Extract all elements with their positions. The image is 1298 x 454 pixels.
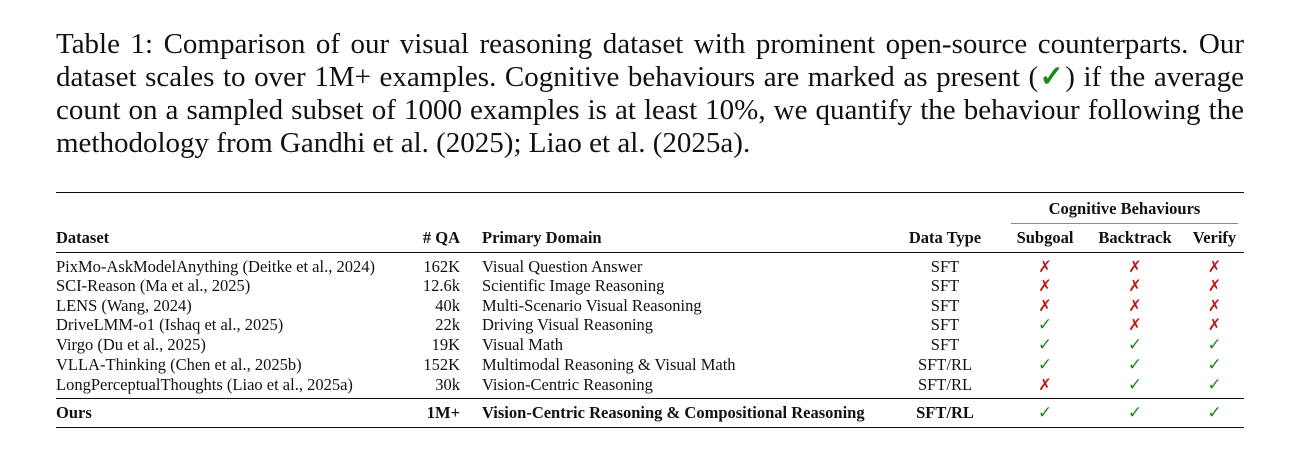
domain-cell: Scientific Image Reasoning xyxy=(482,276,665,296)
backtrack-cell xyxy=(1085,315,1185,335)
table-body xyxy=(56,253,1244,428)
domain-cell: Visual Question Answer xyxy=(482,257,643,277)
col-verify: Verify xyxy=(1185,224,1244,253)
table-row xyxy=(56,315,1244,335)
table-row xyxy=(56,253,1244,277)
dataset-cell: LENS (Wang, 2024) xyxy=(56,295,192,315)
col-data-type: Data Type xyxy=(885,224,1005,253)
subgoal-mark: ✓ xyxy=(1037,314,1053,335)
group-header-row xyxy=(56,193,1244,225)
column-header-row xyxy=(56,224,1244,253)
subgoal-mark: ✓ xyxy=(1037,334,1053,355)
verify-cell xyxy=(1185,355,1244,375)
ours-type: SFT/RL xyxy=(885,398,1005,427)
backtrack-mark: ✗ xyxy=(1128,257,1142,277)
backtrack-cell xyxy=(1085,276,1185,295)
table-row xyxy=(56,335,1244,355)
backtrack-cell xyxy=(1085,253,1185,277)
domain-cell: Multi-Scenario Visual Reasoning xyxy=(482,295,702,315)
ours-backtrack xyxy=(1085,398,1185,427)
subgoal-cell xyxy=(1005,276,1085,295)
col-subgoal: Subgoal xyxy=(1005,224,1085,253)
cognitive-behaviours-header: Cognitive Behaviours xyxy=(1011,199,1238,224)
type-cell: SFT xyxy=(930,257,960,277)
ours-verify xyxy=(1185,398,1244,427)
backtrack-cell xyxy=(1085,355,1185,375)
backtrack-mark: ✗ xyxy=(1128,276,1142,296)
subgoal-cell xyxy=(1005,315,1085,335)
type-cell: SFT xyxy=(930,276,960,296)
table-row xyxy=(56,296,1244,315)
backtrack-mark: ✓ xyxy=(1127,334,1143,355)
type-cell: SFT xyxy=(930,295,960,315)
domain-cell: Driving Visual Reasoning xyxy=(482,315,654,335)
ours-dataset: Ours xyxy=(56,398,412,427)
dataset-cell: DriveLMM-o1 (Ishaq et al., 2025) xyxy=(56,315,284,335)
backtrack-mark: ✓ xyxy=(1127,374,1143,395)
verify-mark: ✓ xyxy=(1207,334,1222,355)
verify-mark: ✓ xyxy=(1207,374,1222,395)
subgoal-mark: ✓ xyxy=(1037,354,1053,375)
backtrack-mark: ✗ xyxy=(1128,295,1142,315)
ours-subgoal xyxy=(1005,398,1085,427)
subgoal-cell xyxy=(1005,375,1085,399)
dataset-cell: LongPerceptualThoughts (Liao et al., 2025a) xyxy=(56,375,353,395)
verify-mark: ✗ xyxy=(1207,315,1222,335)
verify-cell xyxy=(1185,315,1244,335)
subgoal-cell xyxy=(1005,355,1085,375)
backtrack-mark: ✗ xyxy=(1128,315,1142,335)
verify-mark: ✗ xyxy=(1207,295,1222,315)
caption-text-2: ) if the average count on a sampled subset of 1000 examples is at least 10%, we quantify the behaviour following the methodology from Gandhi et al. (2025); Liao et al. (2025a). xyxy=(56,61,1244,159)
comparison-table xyxy=(56,192,1244,428)
domain-cell: Visual Math xyxy=(482,335,564,355)
subgoal-cell xyxy=(1005,296,1085,315)
dataset-cell: PixMo-AskModelAnything (Deitke et al., 2024) xyxy=(56,257,375,277)
subgoal-mark: ✗ xyxy=(1038,276,1052,296)
backtrack-cell xyxy=(1085,375,1185,399)
dataset-cell: SCI-Reason (Ma et al., 2025) xyxy=(56,276,251,296)
table-caption xyxy=(56,28,1244,160)
caption-text-1: Table 1: Comparison of our visual reasoning dataset with prominent open-source counterparts. Our dataset scales to over 1M+ examples. Cognitive behaviours are marked as present ( xyxy=(56,28,1244,93)
ours-subgoal-mark: ✓ xyxy=(1037,402,1053,423)
qa-cell: 152K xyxy=(423,355,460,375)
verify-cell xyxy=(1185,253,1244,277)
verify-mark: ✗ xyxy=(1207,257,1222,277)
backtrack-mark: ✓ xyxy=(1127,354,1143,375)
type-cell: SFT xyxy=(930,315,960,335)
verify-cell xyxy=(1185,276,1244,295)
backtrack-cell xyxy=(1085,335,1185,355)
table-row xyxy=(56,276,1244,295)
check-icon: ✓ xyxy=(1038,61,1066,93)
subgoal-mark: ✗ xyxy=(1038,257,1052,277)
verify-cell xyxy=(1185,296,1244,315)
type-cell: SFT/RL xyxy=(917,355,973,375)
domain-cell: Vision-Centric Reasoning xyxy=(482,375,653,395)
table-row xyxy=(56,355,1244,375)
dataset-cell: VLLA-Thinking (Chen et al., 2025b) xyxy=(56,355,302,375)
qa-cell: 12.6k xyxy=(422,276,460,296)
qa-cell: 162K xyxy=(423,257,460,277)
subgoal-cell xyxy=(1005,253,1085,277)
col-qa: # QA xyxy=(412,224,460,253)
ours-backtrack-mark: ✓ xyxy=(1127,402,1143,423)
verify-mark: ✓ xyxy=(1207,354,1222,375)
subgoal-mark: ✗ xyxy=(1038,295,1052,315)
verify-cell xyxy=(1185,375,1244,399)
col-dataset: Dataset xyxy=(56,224,412,253)
ours-row xyxy=(56,398,1244,427)
dataset-cell: Virgo (Du et al., 2025) xyxy=(56,335,206,355)
domain-cell: Multimodal Reasoning & Visual Math xyxy=(482,355,736,375)
type-cell: SFT/RL xyxy=(917,375,973,395)
qa-cell: 40k xyxy=(435,295,460,315)
ours-domain: Vision-Centric Reasoning & Compositional Reasoning xyxy=(460,398,885,427)
subgoal-mark: ✗ xyxy=(1038,375,1052,395)
verify-mark: ✗ xyxy=(1207,276,1222,296)
qa-cell: 30k xyxy=(435,375,460,395)
qa-cell: 22k xyxy=(435,315,460,335)
ours-qa: 1M+ xyxy=(412,398,460,427)
verify-cell xyxy=(1185,335,1244,355)
col-primary-domain: Primary Domain xyxy=(460,224,885,253)
qa-cell: 19K xyxy=(431,335,460,355)
subgoal-cell xyxy=(1005,335,1085,355)
backtrack-cell xyxy=(1085,296,1185,315)
table-row xyxy=(56,375,1244,399)
ours-verify-mark: ✓ xyxy=(1207,402,1222,423)
type-cell: SFT xyxy=(930,335,960,355)
col-backtrack: Backtrack xyxy=(1085,224,1185,253)
